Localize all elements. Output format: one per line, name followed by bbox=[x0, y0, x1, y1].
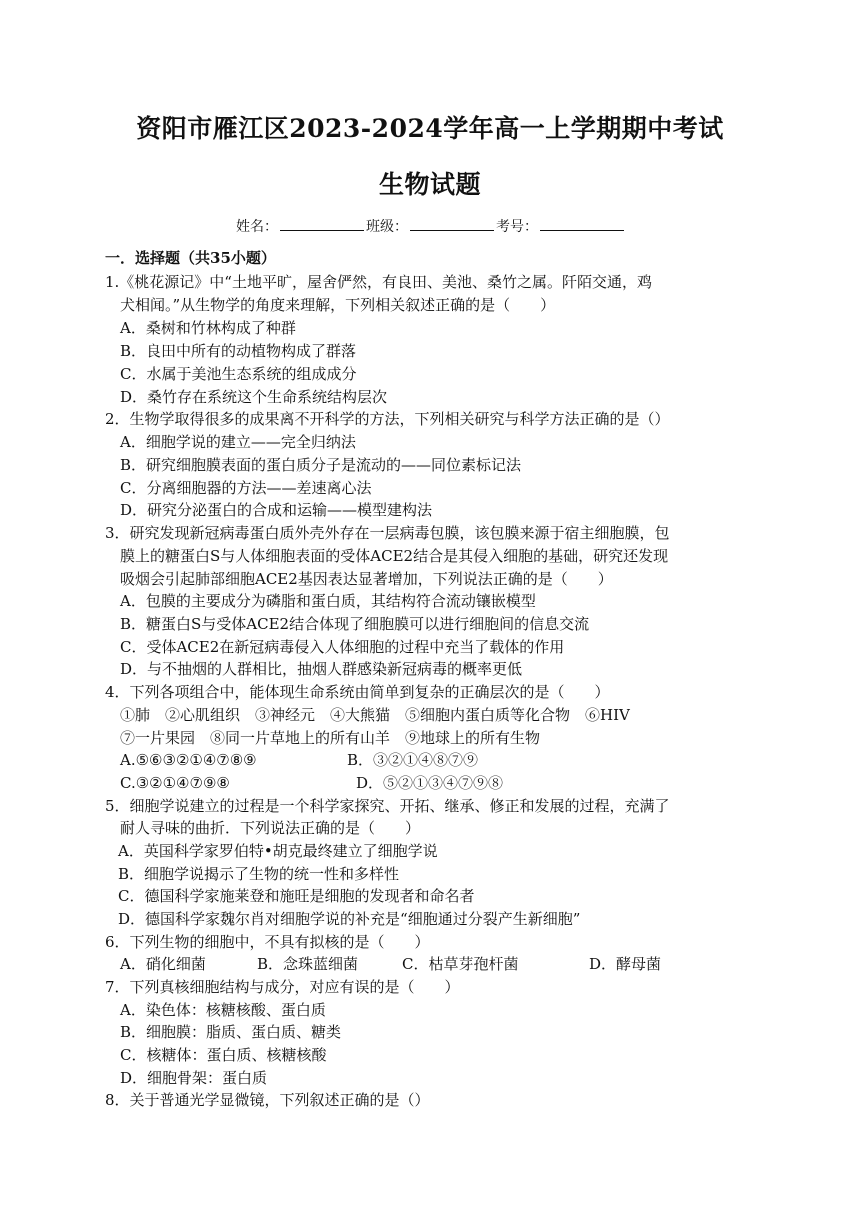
q3-option-d: D．与不抽烟的人群相比，抽烟人群感染新冠病毒的概率更低 bbox=[120, 660, 523, 678]
q5-option-a: A．英国科学家罗伯特•胡克最终建立了细胞学说 bbox=[118, 842, 438, 860]
q3-stem-line3: 吸烟会引起肺部细胞ACE2基因表达显著增加，下列说法正确的是（ ） bbox=[120, 570, 613, 588]
q1-option-b: B．良田中所有的动植物构成了群落 bbox=[120, 342, 357, 360]
q2-option-a: A．细胞学说的建立——完全归纳法 bbox=[120, 433, 356, 451]
exam-no-label: 考号： bbox=[496, 219, 538, 235]
q4-option-a: A.⑤⑥③②①④⑦⑧⑨ bbox=[120, 751, 257, 769]
q8-stem: 8．关于普通光学显微镜，下列叙述正确的是（） bbox=[105, 1091, 430, 1109]
q5-option-c: C．德国科学家施莱登和施旺是细胞的发现者和命名者 bbox=[118, 887, 475, 905]
q5-option-d: D．德国科学家魏尔肖对细胞学说的补充是“细胞通过分裂产生新细胞” bbox=[118, 910, 581, 928]
q1-option-d: D．桑竹存在系统这个生命系统结构层次 bbox=[120, 388, 388, 406]
q2-option-c: C．分离细胞器的方法——差速离心法 bbox=[120, 479, 372, 497]
q2-stem: 2．生物学取得很多的成果离不开科学的方法，下列相关研究与科学方法正确的是（） bbox=[105, 410, 670, 428]
q3-option-b: B．糖蛋白S与受体ACE2结合体现了细胞膜可以进行细胞间的信息交流 bbox=[120, 615, 590, 633]
q1-option-c: C．水属于美池生态系统的组成成分 bbox=[120, 365, 357, 383]
q5-stem-line1: 5．细胞学说建立的过程是一个科学家探究、开拓、继承、修正和发展的过程，充满了 bbox=[105, 797, 670, 815]
q4-option-d: D．⑤②①③④⑦⑨⑧ bbox=[356, 774, 504, 792]
q3-option-c: C．受体ACE2在新冠病毒侵入人体细胞的过程中充当了载体的作用 bbox=[120, 638, 565, 656]
q7-option-b: B．细胞膜：脂质、蛋白质、糖类 bbox=[120, 1023, 342, 1041]
class-blank bbox=[410, 218, 494, 231]
q7-option-c: C．核糖体：蛋白质、核糖核酸 bbox=[120, 1046, 327, 1064]
page-subtitle: 生物试题 bbox=[378, 170, 481, 199]
q7-option-a: A．染色体：核糖核酸、蛋白质 bbox=[120, 1001, 326, 1019]
q4-option-b: B．③②①④⑧⑦⑨ bbox=[347, 751, 479, 769]
q1-stem-line2: 犬相闻。”从生物学的角度来理解，下列相关叙述正确的是（ ） bbox=[120, 296, 556, 314]
q6-option-b: B．念珠蓝细菌 bbox=[257, 955, 359, 973]
q3-stem-line1: 3．研究发现新冠病毒蛋白质外壳外存在一层病毒包膜，该包膜来源于宿主细胞膜，包 bbox=[105, 524, 670, 542]
student-info-line bbox=[236, 216, 626, 236]
q5-stem-line2: 耐人寻味的曲折．下列说法正确的是（ ） bbox=[120, 819, 421, 837]
name-blank bbox=[280, 218, 364, 231]
q6-option-a: A．硝化细菌 bbox=[120, 955, 206, 973]
page-title: 资阳市雁江区2023-2024学年高一上学期期中考试 bbox=[136, 114, 724, 143]
q1-option-a: A．桑树和竹林构成了种群 bbox=[120, 319, 296, 337]
q4-items-line1: ①肺 ②心肌组织 ③神经元 ④大熊猫 ⑤细胞内蛋白质等化合物 ⑥HIV bbox=[120, 706, 630, 724]
q6-stem: 6．下列生物的细胞中，不具有拟核的是（ ） bbox=[105, 933, 430, 951]
q6-option-d: D．酵母菌 bbox=[589, 955, 662, 973]
class-label: 班级： bbox=[366, 219, 408, 235]
q7-stem: 7．下列真核细胞结构与成分，对应有误的是（ ） bbox=[105, 978, 460, 996]
q3-option-a: A．包膜的主要成分为磷脂和蛋白质，其结构符合流动镶嵌模型 bbox=[120, 592, 536, 610]
q2-option-b: B．研究细胞膜表面的蛋白质分子是流动的——同位素标记法 bbox=[120, 456, 522, 474]
q7-option-d: D．细胞骨架：蛋白质 bbox=[120, 1069, 268, 1087]
q3-stem-line2: 膜上的糖蛋白S与人体细胞表面的受体ACE2结合是其侵入细胞的基础，研究还发现 bbox=[120, 547, 669, 565]
q1-stem-line1: 1.《桃花源记》中“土地平旷，屋舍俨然，有良田、美池、桑竹之属。阡陌交通，鸡 bbox=[105, 273, 652, 291]
q4-option-c: C.③②①④⑦⑨⑧ bbox=[120, 774, 230, 792]
q4-items-line2: ⑦一片果园 ⑧同一片草地上的所有山羊 ⑨地球上的所有生物 bbox=[120, 729, 541, 747]
section-heading: 一．选择题（共35小题） bbox=[105, 249, 276, 267]
exam-no-blank bbox=[540, 218, 624, 231]
q6-option-c: C．枯草芽孢杆菌 bbox=[402, 955, 519, 973]
q2-option-d: D．研究分泌蛋白的合成和运输——模型建构法 bbox=[120, 501, 433, 519]
q5-option-b: B．细胞学说揭示了生物的统一性和多样性 bbox=[118, 865, 400, 883]
q4-stem: 4．下列各项组合中，能体现生命系统由简单到复杂的正确层次的是（ ） bbox=[105, 683, 610, 701]
name-label: 姓名： bbox=[236, 219, 278, 235]
